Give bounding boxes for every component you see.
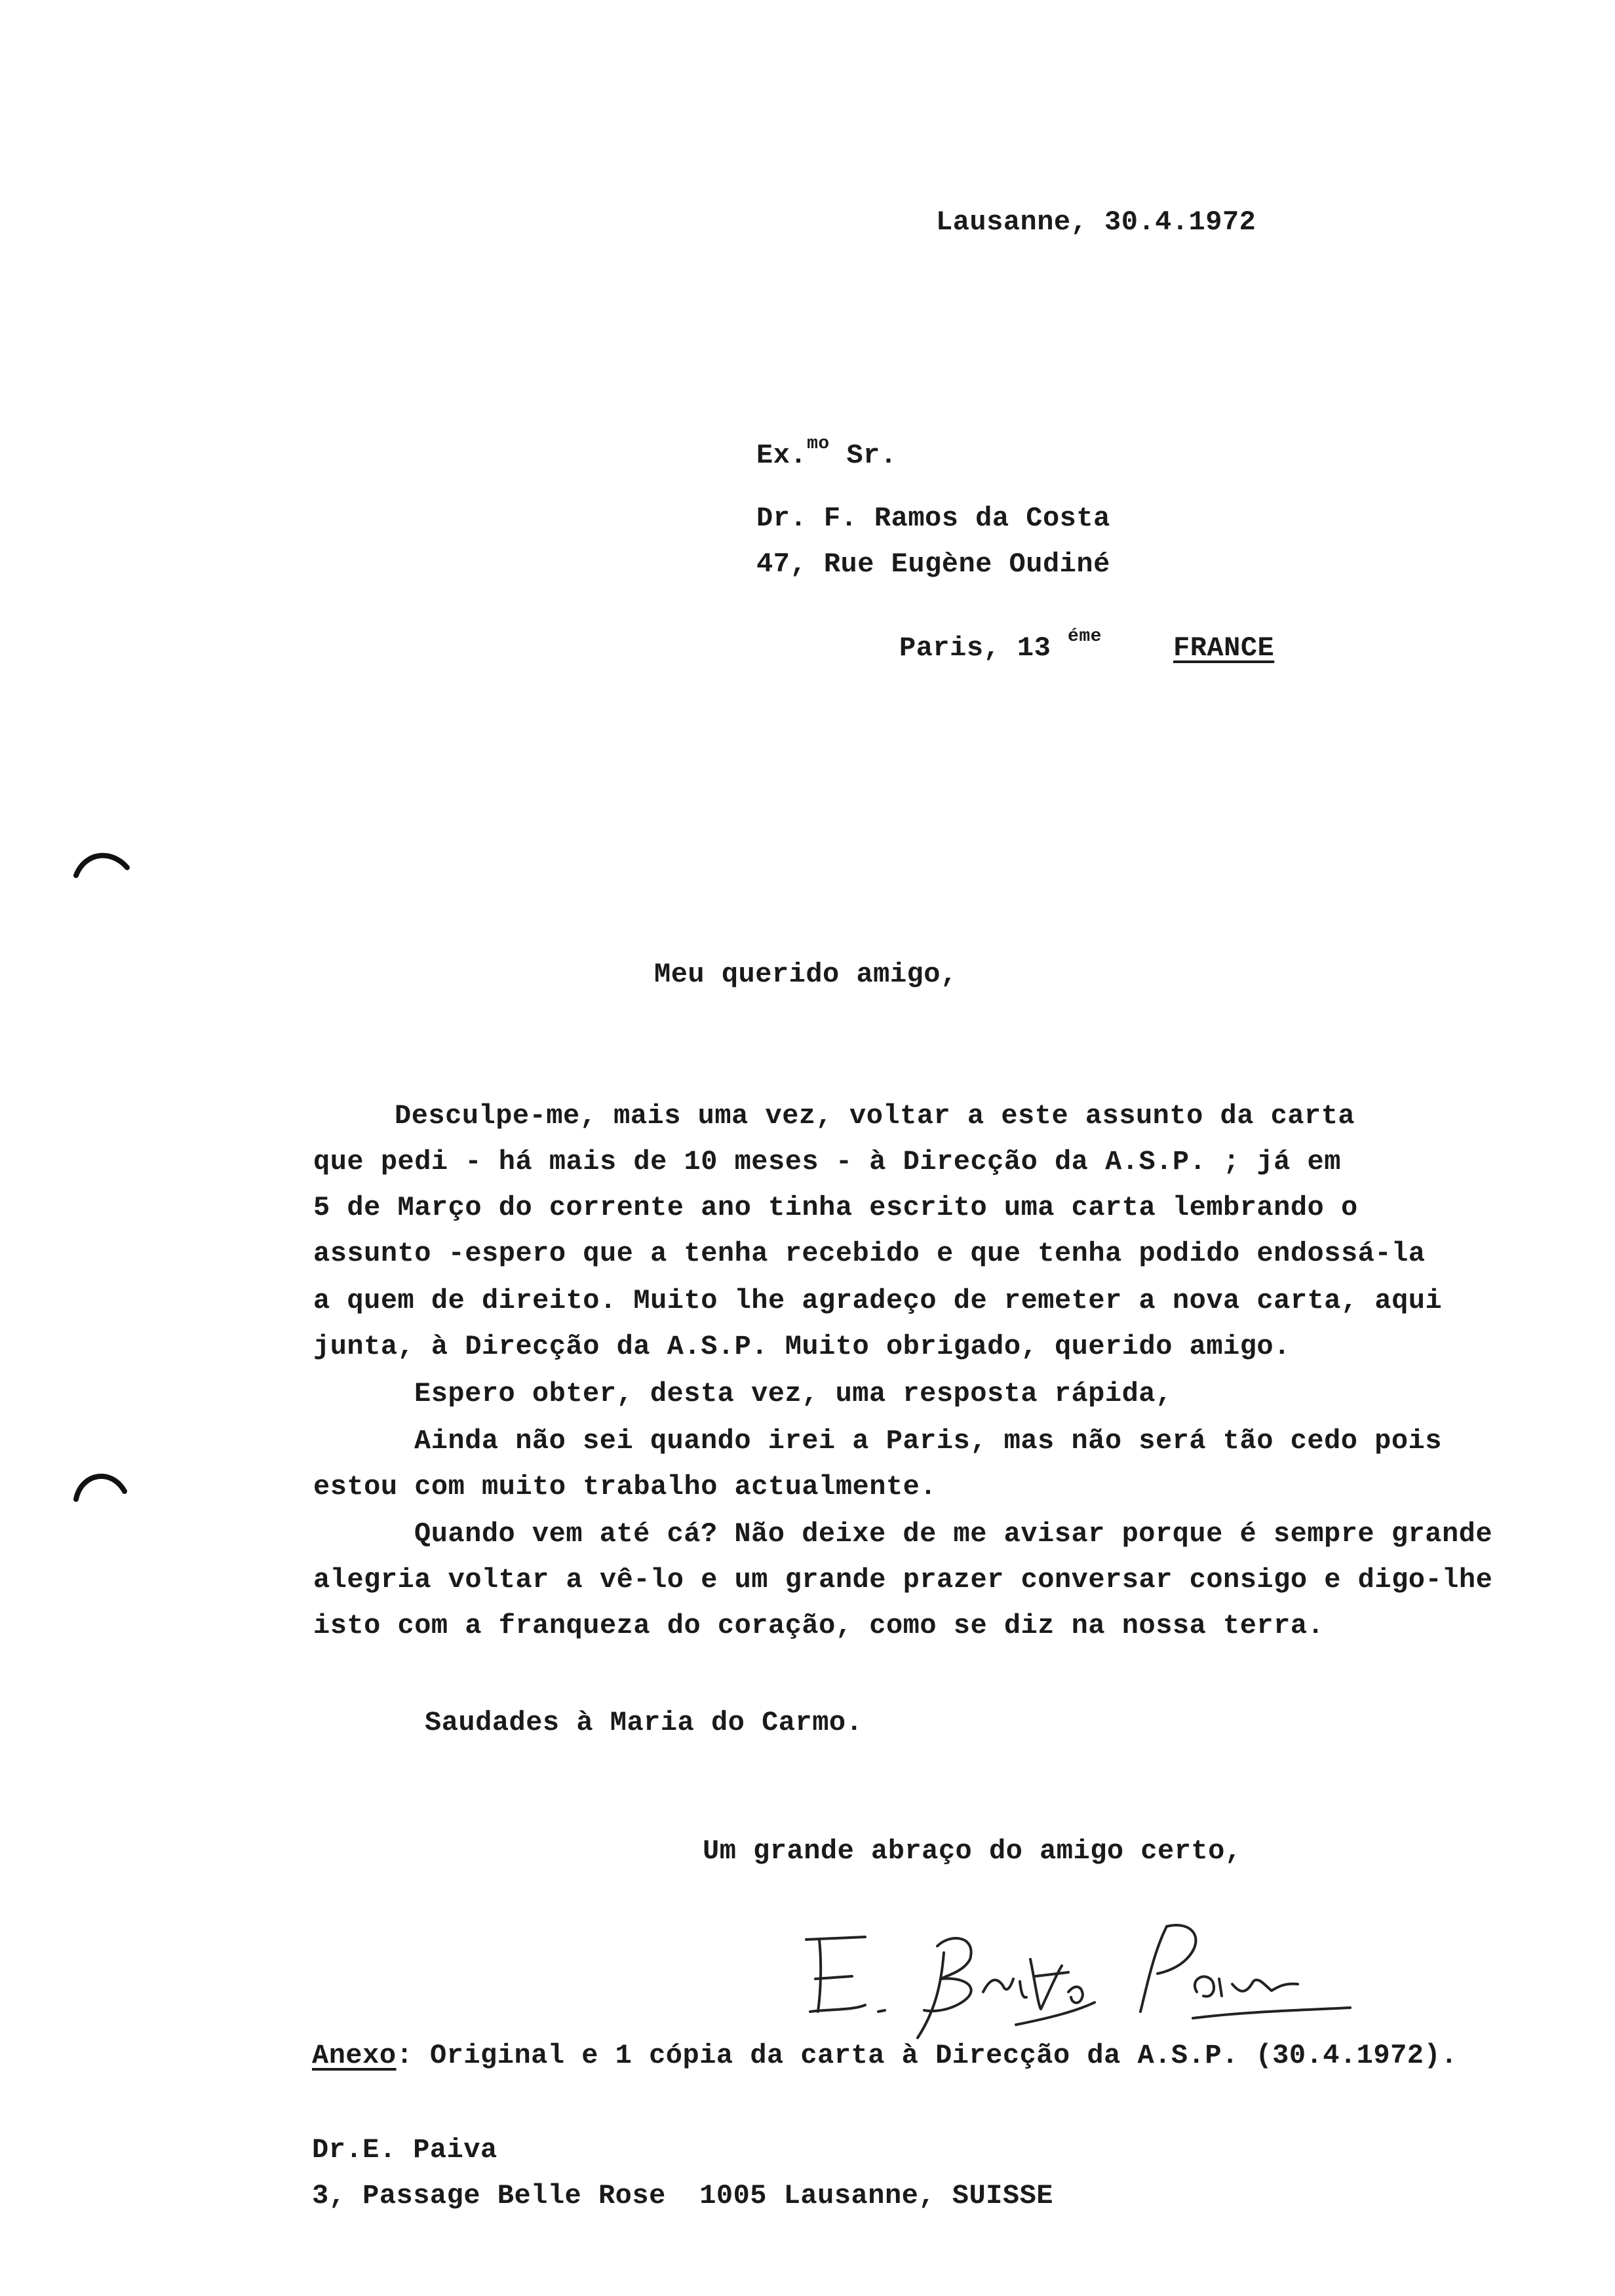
letter-closing: Um grande abraço do amigo certo,	[703, 1835, 1242, 1867]
body-line: Quando vem até cá? Não deixe de me avisar porque é sempre grande	[414, 1518, 1493, 1550]
salutation-prefix: Ex.	[756, 440, 808, 471]
place-date: Lausanne, 30.4.1972	[936, 206, 1256, 238]
salutation-suffix: Sr.	[829, 440, 897, 471]
annex-label: Anexo	[312, 2040, 397, 2071]
recipient-street: 47, Rue Eugène Oudiné	[756, 548, 1110, 580]
body-line: que pedi - há mais de 10 meses - à Direcção da A.S.P. ; já em	[313, 1146, 1341, 1177]
recipient-country: FRANCE	[1173, 632, 1275, 664]
body-line: 5 de Março do corrente ano tinha escrito uma carta lembrando o	[313, 1192, 1358, 1223]
body-line: junta, à Direcção da A.S.P. Muito obrigado, querido amigo.	[313, 1331, 1291, 1362]
city-superscript: éme	[1068, 626, 1102, 647]
annex-line	[312, 2033, 1458, 2078]
punch-mark-icon	[71, 1465, 130, 1507]
punch-mark-icon	[72, 845, 131, 885]
recipient-city	[899, 625, 1102, 671]
recipient-name: Dr. F. Ramos da Costa	[756, 503, 1110, 534]
body-line: a quem de direito. Muito lhe agradeço de remeter a nova carta, aqui	[313, 1285, 1443, 1316]
letter-greeting: Meu querido amigo,	[654, 959, 958, 990]
city-prefix: Paris, 13	[899, 632, 1068, 664]
sender-address: 3, Passage Belle Rose 1005 Lausanne, SUISSE	[312, 2180, 1053, 2211]
body-line: isto com a franqueza do coração, como se diz na nossa terra.	[313, 1610, 1325, 1641]
salutation-superscript: mo	[807, 434, 830, 454]
sender-name: Dr.E. Paiva	[312, 2134, 497, 2166]
body-line: assunto -espero que a tenha recebido e que tenha podido endossá-la	[313, 1238, 1426, 1269]
body-line: Desculpe-me, mais uma vez, voltar a este assunto da carta	[395, 1100, 1355, 1132]
signature	[787, 1913, 1376, 2044]
body-line: Espero obter, desta vez, uma resposta rápida,	[414, 1378, 1173, 1409]
recipient-salutation	[756, 432, 897, 478]
annex-text: : Original e 1 cópia da carta à Direcção da A.S.P. (30.4.1972).	[396, 2040, 1458, 2071]
letter-regards: Saudades à Maria do Carmo.	[425, 1707, 863, 1738]
body-line: estou com muito trabalho actualmente.	[313, 1471, 937, 1502]
body-line: alegria voltar a vê-lo e um grande prazer conversar consigo e digo-lhe	[313, 1564, 1493, 1596]
body-line: Ainda não sei quando irei a Paris, mas não será tão cedo pois	[414, 1425, 1442, 1457]
